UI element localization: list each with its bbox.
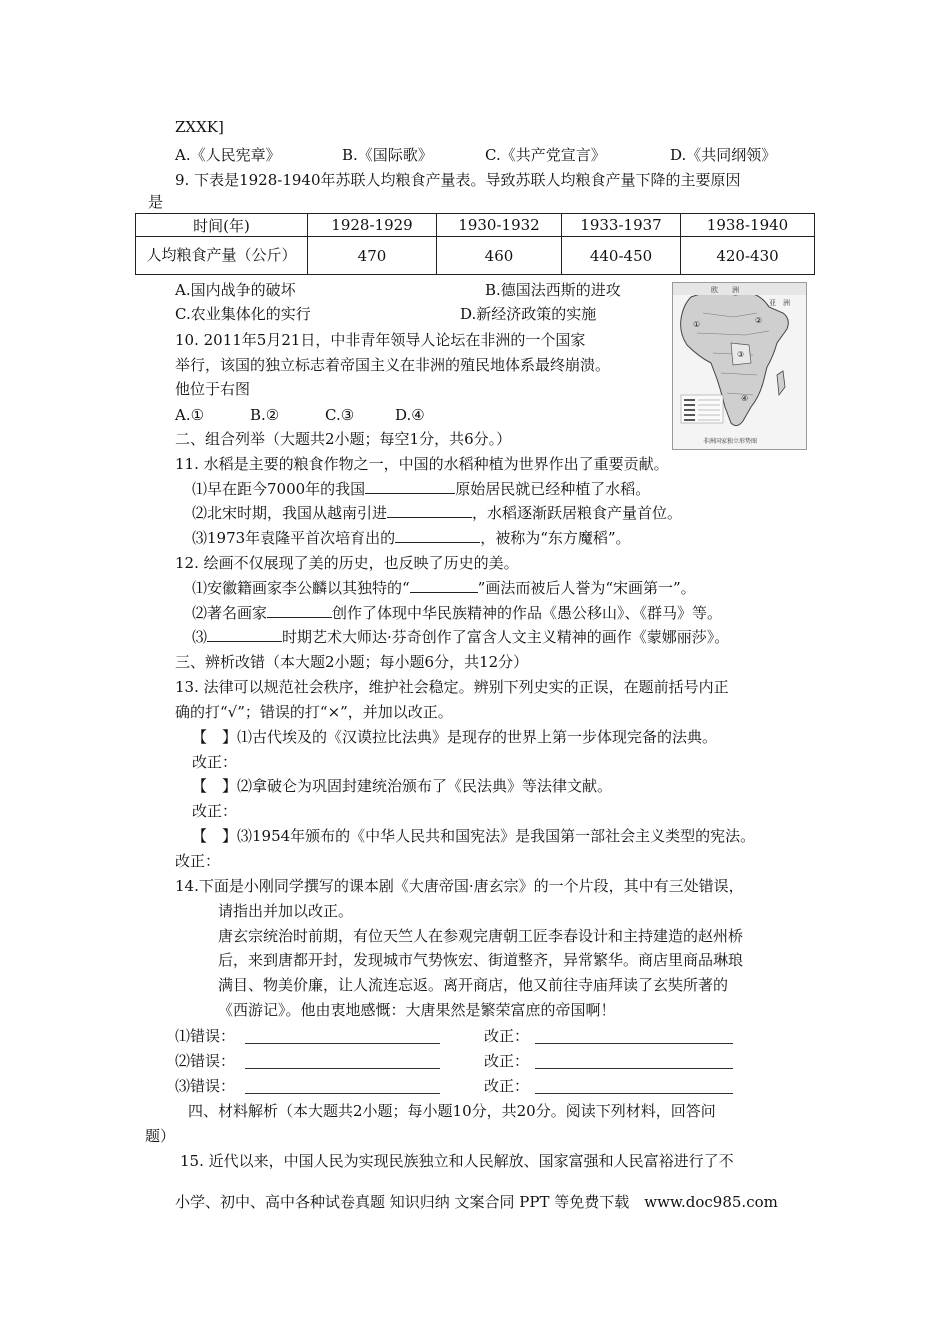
answer-line[interactable] bbox=[245, 1068, 440, 1069]
section-heading: 四、材料解析（本大题共2小题；每小题10分，共20分。阅读下列材料，回答问 bbox=[188, 1102, 716, 1120]
option-a: A.① bbox=[175, 406, 205, 424]
question-13: 13. 法律可以规范社会秩序，维护社会稳定。辨别下列史实的正误，在题前括号内正 bbox=[175, 678, 729, 696]
map-caption: 非洲国家独立形势图 bbox=[703, 438, 758, 445]
text-segment: 原始居民就已经种植了水稻。 bbox=[455, 480, 651, 498]
question-12-2 bbox=[192, 603, 722, 623]
answer-line[interactable] bbox=[245, 1043, 440, 1044]
table-value: 440-450 bbox=[562, 237, 681, 275]
question-9-cont: 是 bbox=[148, 193, 164, 211]
option-b: B.德国法西斯的进攻 bbox=[485, 281, 621, 299]
text-segment: ⑶ bbox=[192, 628, 208, 646]
question-11-1 bbox=[192, 479, 650, 499]
text-segment: ”画法而被后人誉为“宋画第一”。 bbox=[477, 579, 696, 597]
text-segment: ⑴安徽籍画家李公麟以其独特的“ bbox=[192, 579, 410, 597]
question-10: 10. 2011年5月21日，中非青年领导人论坛在非洲的一个国家 bbox=[175, 331, 586, 349]
map-marker: ② bbox=[755, 316, 763, 325]
table-period: 1928-1929 bbox=[308, 214, 437, 237]
option-c: C.③ bbox=[325, 406, 355, 424]
answer-blank[interactable] bbox=[410, 578, 478, 593]
text-segment: ⑵著名画家 bbox=[192, 604, 268, 622]
passage-line: 后，来到唐都开封，发现城市气势恢宏、街道整齐，异常繁华。商店里商品琳琅 bbox=[218, 951, 744, 969]
correction-label: 改正： bbox=[192, 802, 238, 820]
correction-label: 改正： bbox=[484, 1027, 530, 1045]
table-header-label: 时间(年) bbox=[136, 214, 308, 237]
africa-map-figure bbox=[672, 282, 807, 450]
grain-table bbox=[135, 213, 815, 275]
africa-map-icon bbox=[673, 283, 806, 449]
text-segment: ⑴早在距今7000年的我国 bbox=[192, 480, 366, 498]
question-10-cont: 他位于右图 bbox=[175, 380, 251, 398]
question-11-2 bbox=[192, 503, 682, 523]
section-heading-cont: 题） bbox=[145, 1127, 176, 1145]
option-d: D.④ bbox=[395, 406, 425, 424]
table-value: 470 bbox=[308, 237, 437, 275]
answer-blank[interactable] bbox=[387, 503, 472, 518]
question-14: 14.下面是小刚同学撰写的课本剧《大唐帝国·唐玄宗》的一个片段，其中有三处错误， bbox=[175, 877, 744, 895]
question-12-3 bbox=[192, 627, 729, 647]
question-9: 9. 下表是1928-1940年苏联人均粮食产量表。导致苏联人均粮食产量下降的主要原因 bbox=[175, 171, 741, 189]
answer-blank[interactable] bbox=[267, 603, 332, 618]
text-segment: ，被称为“东方魔稻”。 bbox=[480, 529, 631, 547]
question-13-1: 【 】⑴古代埃及的《汉谟拉比法典》是现存的世界上第一步体现完备的法典。 bbox=[192, 728, 718, 746]
option-a: A.《人民宪章》 bbox=[175, 146, 281, 164]
table-value: 420-430 bbox=[681, 237, 815, 275]
option-b: B.《国际歌》 bbox=[342, 146, 433, 164]
answer-line[interactable] bbox=[245, 1093, 440, 1094]
table-period: 1930-1932 bbox=[437, 214, 562, 237]
passage-line: 满目、物美价廉，让人流连忘返。离开商店，他又前往寺庙拜读了玄奘所著的 bbox=[218, 976, 729, 994]
table-period: 1938-1940 bbox=[681, 214, 815, 237]
correction-label: 改正： bbox=[192, 753, 238, 771]
question-13-2: 【 】⑵拿破仑为巩固封建统治颁布了《民法典》等法律文献。 bbox=[192, 777, 613, 795]
option-b: B.② bbox=[250, 406, 280, 424]
passage-line: 《西游记》。他由衷地感慨：大唐果然是繁荣富庶的帝国啊！ bbox=[218, 1001, 616, 1019]
option-d: D.新经济政策的实施 bbox=[460, 305, 597, 323]
option-a: A.国内战争的破坏 bbox=[175, 281, 296, 299]
option-c: C.农业集体化的实行 bbox=[175, 305, 311, 323]
correction-label: 改正： bbox=[175, 852, 221, 870]
question-14-cont: 请指出并加以改正。 bbox=[218, 902, 354, 920]
map-label-asia: 亚 洲 bbox=[769, 299, 790, 307]
question-11-3 bbox=[192, 528, 631, 548]
question-12-1 bbox=[192, 578, 696, 598]
correction-label: 改正： bbox=[484, 1077, 530, 1095]
text-line: ZXXK] bbox=[175, 118, 224, 136]
section-heading: 二、组合列举（大题共2小题；每空1分，共6分。） bbox=[175, 430, 512, 448]
error-label: ⑴错误： bbox=[175, 1027, 236, 1045]
map-marker: ① bbox=[693, 320, 701, 329]
answer-blank[interactable] bbox=[395, 528, 480, 543]
question-13-cont: 确的打“√”；错误的打“×”，并加以改正。 bbox=[175, 703, 453, 721]
option-d: D.《共同纲领》 bbox=[670, 146, 777, 164]
map-label-europe: 欧 洲 bbox=[711, 286, 739, 294]
text-segment: ⑵北宋时期，我国从越南引进 bbox=[192, 504, 388, 522]
section-heading: 三、辨析改错（本大题2小题；每小题6分，共12分） bbox=[175, 653, 529, 671]
text-segment: ，水稻逐渐跃居粮食产量首位。 bbox=[472, 504, 683, 522]
text-segment: ⑶1973年袁隆平首次培育出的 bbox=[192, 529, 396, 547]
question-12: 12. 绘画不仅展现了美的历史，也反映了历史的美。 bbox=[175, 554, 519, 572]
question-10-cont: 举行，该国的独立标志着帝国主义在非洲的殖民地体系最终崩溃。 bbox=[175, 356, 611, 374]
table-row-label: 人均粮食产量（公斤） bbox=[136, 237, 308, 275]
option-c: C.《共产党宣言》 bbox=[485, 146, 606, 164]
table-period: 1933-1937 bbox=[562, 214, 681, 237]
answer-blank[interactable] bbox=[365, 479, 455, 494]
passage-line: 唐玄宗统治时前期，有位天竺人在参观完唐朝工匠李春设计和主持建造的赵州桥 bbox=[218, 927, 744, 945]
error-label: ⑶错误： bbox=[175, 1077, 236, 1095]
answer-line[interactable] bbox=[535, 1093, 733, 1094]
question-11: 11. 水稻是主要的粮食作物之一，中国的水稻种植为世界作出了重要贡献。 bbox=[175, 455, 669, 473]
text-segment: 创作了体现中华民族精神的作品《愚公移山》、《群马》等。 bbox=[332, 604, 723, 622]
answer-blank[interactable] bbox=[207, 627, 282, 642]
text-segment: 时期艺术大师达·芬奇创作了富含人文主义精神的画作《蒙娜丽莎》。 bbox=[282, 628, 730, 646]
question-15: 15. 近代以来，中国人民为实现民族独立和人民解放、国家富强和人民富裕进行了不 bbox=[180, 1152, 734, 1170]
map-marker: ④ bbox=[741, 394, 749, 403]
answer-line[interactable] bbox=[535, 1068, 733, 1069]
map-marker: ③ bbox=[737, 350, 745, 359]
error-label: ⑵错误： bbox=[175, 1052, 236, 1070]
table-value: 460 bbox=[437, 237, 562, 275]
page-footer: 小学、初中、高中各种试卷真题 知识归纳 文案合同 PPT 等免费下载 www.doc985.com bbox=[175, 1193, 778, 1211]
question-13-3: 【 】⑶1954年颁布的《中华人民共和国宪法》是我国第一部社会主义类型的宪法。 bbox=[192, 827, 756, 845]
answer-line[interactable] bbox=[535, 1043, 733, 1044]
correction-label: 改正： bbox=[484, 1052, 530, 1070]
